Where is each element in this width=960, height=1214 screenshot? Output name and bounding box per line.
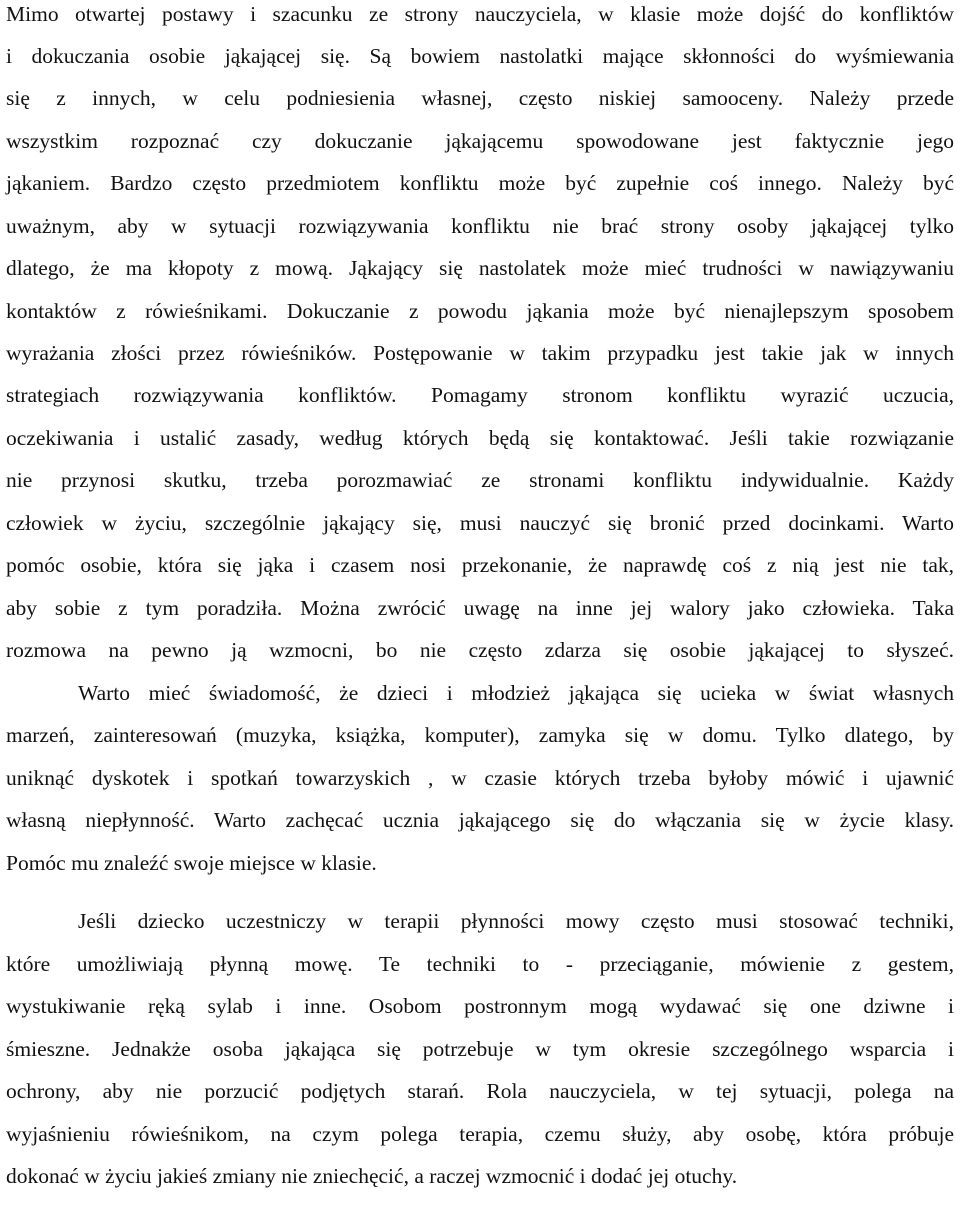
text-line: ochrony, aby nie porzucić podjętych starań. Rola nauczyciela, w tej sytuacji, polega na — [6, 1079, 954, 1103]
text-line: wyjaśnieniu rówieśnikom, na czym polega terapia, czemu służy, aby osobę, która próbuje — [6, 1122, 954, 1146]
text-line: dokonać w życiu jakieś zmiany nie zniechęcić, a raczej wzmocnić i dodać jej otuchy. — [6, 1164, 738, 1188]
text-line: rozmowa na pewno ją wzmocni, bo nie często zdarza się osobie jąkającej to słyszeć. — [6, 638, 954, 662]
text-line: strategiach rozwiązywania konfliktów. Pomagamy stronom konfliktu wyrazić uczucia, — [6, 383, 954, 407]
text-line: kontaktów z rówieśnikami. Dokuczanie z powodu jąkania może być nienajlepszym sposobem — [6, 299, 954, 323]
text-line: dlatego, że ma kłopoty z mową. Jąkający się nastolatek może mieć trudności w nawiązywaniu — [6, 256, 954, 280]
text-line: wyrażania złości przez rówieśników. Postępowanie w takim przypadku jest takie jak w innych — [6, 341, 954, 365]
text-line: wszystkim rozpoznać czy dokuczanie jąkającemu spowodowane jest faktycznie jego — [6, 129, 954, 153]
text-line: się z innych, w celu podniesienia własnej, często niskiej samooceny. Należy przede — [6, 86, 954, 110]
text-line: i dokuczania osobie jąkającej się. Są bowiem nastolatki mające skłonności do wyśmiewania — [6, 44, 954, 68]
text-line: oczekiwania i ustalić zasady, według których będą się kontaktować. Jeśli takie rozwiązanie — [6, 426, 954, 450]
text-line: uniknąć dyskotek i spotkań towarzyskich , w czasie których trzeba byłoby mówić i ujawnić — [6, 766, 954, 790]
text-line: Jeśli dziecko uczestniczy w terapii płynności mowy często musi stosować techniki, — [78, 909, 954, 933]
text-line: jąkaniem. Bardzo często przedmiotem konfliktu może być zupełnie coś innego. Należy być — [6, 171, 954, 195]
text-line: aby sobie z tym poradziła. Można zwrócić uwagę na inne jej walory jako człowieka. Taka — [6, 596, 954, 620]
text-line: własną niepłynność. Warto zachęcać ucznia jąkającego się do włączania się w życie klasy. — [6, 808, 954, 832]
text-line: pomóc osobie, która się jąka i czasem nosi przekonanie, że naprawdę coś z nią jest nie tak, — [6, 553, 954, 577]
text-line: śmieszne. Jednakże osoba jąkająca się potrzebuje w tym okresie szczególnego wsparcia i — [6, 1037, 954, 1061]
text-line: Mimo otwartej postawy i szacunku ze strony nauczyciela, w klasie może dojść do konfliktów — [6, 2, 954, 26]
text-line: Pomóc mu znaleźć swoje miejsce w klasie. — [6, 851, 377, 875]
text-line: Warto mieć świadomość, że dzieci i młodzież jąkająca się ucieka w świat własnych — [78, 681, 954, 705]
text-line: marzeń, zainteresowań (muzyka, książka, komputer), zamyka się w domu. Tylko dlatego, by — [6, 723, 954, 747]
text-line: wystukiwanie ręką sylab i inne. Osobom postronnym mogą wydawać się one dziwne i — [6, 994, 954, 1018]
text-line: które umożliwiają płynną mowę. Te techniki to - przeciąganie, mówienie z gestem, — [6, 952, 954, 976]
text-line: nie przynosi skutku, trzeba porozmawiać ze stronami konfliktu indywidualnie. Każdy — [6, 468, 954, 492]
text-line: człowiek w życiu, szczególnie jąkający się, musi nauczyć się bronić przed docinkami. Warto — [6, 511, 954, 535]
text-line: uważnym, aby w sytuacji rozwiązywania konfliktu nie brać strony osoby jąkającej tylko — [6, 214, 954, 238]
